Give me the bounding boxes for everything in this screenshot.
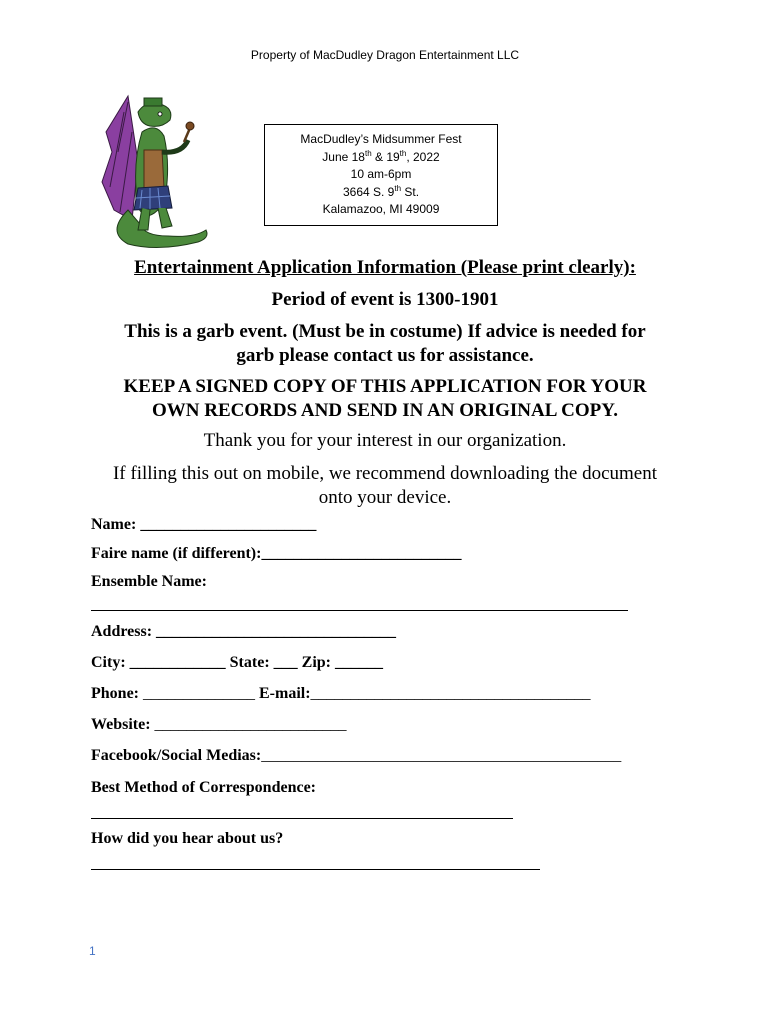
social-media-field[interactable]: Facebook/Social Medias:_____________________________________________ [91, 747, 622, 764]
event-hours: 10 am-6pm [350, 167, 412, 181]
period-statement: Period of event is 1300-1901 [271, 289, 499, 310]
dragon-hat [144, 98, 162, 106]
page-number: 1 [89, 944, 96, 958]
website-field[interactable]: Website: ________________________ [91, 716, 347, 733]
dragon-vest [144, 150, 164, 190]
faire-name-field[interactable]: Faire name (if different):_________________________ [91, 545, 462, 562]
correspondence-label: Best Method of Correspondence: [91, 779, 317, 796]
garb-notice: This is a garb event. (Must be in costume) If advice is needed for garb please contact us for assistance. [124, 321, 646, 366]
dragon-wing-left [102, 96, 138, 220]
ensemble-name-line[interactable] [91, 610, 628, 611]
phone-email-field[interactable]: Phone: ______________ E-mail:___________________________________ [91, 685, 591, 702]
event-name: MacDudley’s Midsummer Fest [300, 132, 462, 146]
hear-about-us-label: How did you hear about us? [91, 830, 284, 847]
event-dates: June 18th & 19th, 2022 [322, 148, 440, 164]
application-title: Entertainment Application Information (Please print clearly): [134, 257, 636, 278]
event-address: 3664 S. 9th St. [342, 183, 420, 199]
dragon-eye [158, 112, 162, 116]
hear-about-us-line[interactable] [91, 869, 540, 870]
event-info-box [264, 124, 498, 226]
event-city: Kalamazoo, MI 49009 [322, 202, 440, 216]
thanks-text: Thank you for your interest in our organization. [203, 430, 567, 451]
dragon-pipe-bowl [186, 122, 194, 130]
keep-copy-notice: KEEP A SIGNED COPY OF THIS APPLICATION FOR YOUR OWN RECORDS AND SEND IN AN ORIGINAL COPY. [123, 376, 647, 421]
mobile-notice: If filling this out on mobile, we recommend downloading the document onto your device. [112, 463, 658, 508]
header-property-line: Property of MacDudley Dragon Entertainment LLC [250, 48, 520, 62]
city-state-zip-field[interactable]: City: ____________ State: ___ Zip: ______ [91, 654, 383, 671]
dragon-head [138, 103, 171, 126]
dragon-logo-image [98, 92, 216, 252]
address-field[interactable]: Address: ______________________________ [91, 623, 397, 640]
correspondence-line[interactable] [91, 818, 513, 819]
name-field[interactable]: Name: ______________________ [91, 516, 317, 533]
ensemble-name-label: Ensemble Name: [91, 573, 207, 590]
